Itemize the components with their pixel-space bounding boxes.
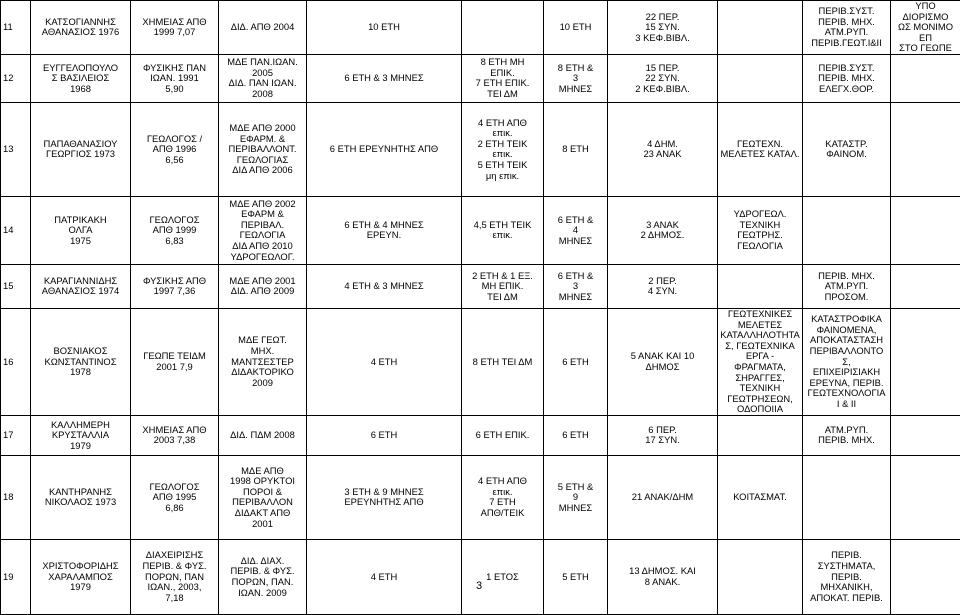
cell-name-year: ΚΑΤΣΟΓΙΑΝΝΗΣ ΑΘΑΝΑΣΙΟΣ 1976 — [31, 1, 131, 55]
cell-notes: ΥΠΟ ΔΙΟΡΙΣΜΟ ΩΣ ΜΟΝΙΜΟ ΕΠ ΣΤΟ ΓΕΩΠΕ — [891, 1, 960, 55]
cell-field-1: ΚΟΙΤΑΣΜΑΤ. — [718, 455, 803, 539]
cell-field-2: ΠΕΡΙΒ. ΜΗΧ. ΑΤΜ.ΡΥΠ. ΠΡΟΣΟΜ. — [803, 264, 891, 308]
cell-total-experience: 6 ΕΤΗ & 3 ΜΗΝΕΣ — [544, 264, 608, 308]
cell-publications: 3 ΑΝΑΚ 2 ΔΗΜΟΣ. — [608, 196, 718, 264]
cell-research-experience: 6 ΕΤΗ ΕΡΕΥΝΗΤΗΣ ΑΠΘ — [307, 102, 462, 196]
cell-total-experience: 6 ΕΤΗ — [544, 308, 608, 415]
cell-degree: ΓΕΩΛΟΓΟΣ ΑΠΘ 1999 6,83 — [131, 196, 219, 264]
table-row — [1, 308, 960, 415]
table-row — [1, 539, 960, 614]
cell-row-number: 18 — [1, 455, 31, 539]
cell-field-1 — [718, 1, 803, 55]
cell-degree: ΦΥΣΙΚΗΣ ΑΠΘ 1997 7,36 — [131, 264, 219, 308]
cell-degree: ΔΙΑΧΕΙΡΙΣΗΣ ΠΕΡΙΒ. & ΦΥΣ. ΠΟΡΩΝ, ΠΑΝ ΙΩΑΝ., 2003, 7,18 — [131, 539, 219, 614]
cell-publications: 22 ΠΕΡ. 15 ΣΥΝ. 3 ΚΕΦ.ΒΙΒΛ. — [608, 1, 718, 55]
cell-field-2: ΚΑΤΑΣΤΡΟΦΙΚΑ ΦΑΙΝΟΜΕΝΑ, ΑΠΟΚΑΤΑΣΤΑΣΗ ΠΕΡΙΒΑΛΛΟΝΤΟ Σ, ΕΠΙΧΕΙΡΙΣΙΑΚΗ ΕΡΕΥΝΑ, ΠΕΡΙΒ. ΓΕΩΤΕΧΝΟΛΟΓΙΑ Ι & ΙΙ — [803, 308, 891, 415]
cell-row-number: 11 — [1, 1, 31, 55]
cell-field-2: ΠΕΡΙΒ. ΣΥΣΤΗΜΑΤΑ, ΠΕΡΙΒ. ΜΗΧΑΝΙΚΗ, ΑΠΟΚΑΤ. ΠΕΡΙΒ. — [803, 539, 891, 614]
cell-row-number: 19 — [1, 539, 31, 614]
cell-field-1: ΓΕΩΤΕΧΝΙΚΕΣ ΜΕΛΕΤΕΣ ΚΑΤΑΛΛΗΛΟΤΗΤΑ Σ, ΓΕΩΤΕΧΝΙΚΑ ΕΡΓΑ - ΦΡΑΓΜΑΤΑ, ΣΗΡΑΓΓΕΣ, ΤΕΧΝΙΚΗ ΓΕΩΤΡΗΣΕΩΝ, ΟΔΟΠΟΙΙΑ — [718, 308, 803, 415]
cell-field-2 — [803, 196, 891, 264]
cell-publications: 4 ΔΗΜ. 23 ΑΝΑΚ — [608, 102, 718, 196]
cell-teaching-experience: 4 ΕΤΗ ΑΠΘ επικ. 7 ΕΤΗ ΑΠΘ/ΤΕΙΚ — [462, 455, 544, 539]
cell-notes — [891, 415, 960, 455]
cell-research-experience: 6 ΕΤΗ & 4 ΜΗΝΕΣ ΕΡΕΥΝ. — [307, 196, 462, 264]
cell-teaching-experience: 4 ΕΤΗ ΑΠΘ επικ. 2 ΕΤΗ ΤΕΙΚ επικ. 5 ΕΤΗ ΤΕΙΚ μη επικ. — [462, 102, 544, 196]
cell-total-experience: 8 ΕΤΗ & 3 ΜΗΝΕΣ — [544, 54, 608, 102]
cell-notes — [891, 102, 960, 196]
cell-field-2: ΑΤΜ.ΡΥΠ. ΠΕΡΙΒ. ΜΗΧ. — [803, 415, 891, 455]
cell-publications: 15 ΠΕΡ. 22 ΣΥΝ. 2 ΚΕΦ.ΒΙΒΛ. — [608, 54, 718, 102]
cell-research-experience: 4 ΕΤΗ & 3 ΜΗΝΕΣ — [307, 264, 462, 308]
table-row — [1, 455, 960, 539]
cell-total-experience: 6 ΕΤΗ — [544, 415, 608, 455]
cell-degree: ΓΕΩΛΟΓΟΣ / ΑΠΘ 1996 6,56 — [131, 102, 219, 196]
cell-total-experience: 10 ΕΤΗ — [544, 1, 608, 55]
cell-field-1 — [718, 264, 803, 308]
table-row — [1, 415, 960, 455]
cell-name-year: ΒΟΣΝΙΑΚΟΣ ΚΩΝΣΤΑΝΤΙΝΟΣ 1978 — [31, 308, 131, 415]
cell-notes — [891, 196, 960, 264]
cell-field-1: ΓΕΩΤΕΧΝ. ΜΕΛΕΤΕΣ ΚΑΤΑΛ. — [718, 102, 803, 196]
cell-degree: ΓΕΩΠΕ ΤΕΙΔΜ 2001 7,9 — [131, 308, 219, 415]
cell-degree: ΧΗΜΕΙΑΣ ΑΠΘ 1999 7,07 — [131, 1, 219, 55]
cell-postgraduate: ΔΙΔ. ΑΠΘ 2004 — [219, 1, 307, 55]
cell-research-experience: 4 ΕΤΗ — [307, 308, 462, 415]
cell-field-1: ΥΔΡΟΓΕΩΛ. ΤΕΧΝΙΚΗ ΓΕΩΤΡΗΣ. ΓΕΩΛΟΓΙΑ — [718, 196, 803, 264]
cell-row-number: 15 — [1, 264, 31, 308]
table-row — [1, 196, 960, 264]
cell-publications: 5 ΑΝΑΚ ΚΑΙ 10 ΔΗΜΟΣ — [608, 308, 718, 415]
cell-teaching-experience: 6 ΕΤΗ ΕΠΙΚ. — [462, 415, 544, 455]
table-row — [1, 102, 960, 196]
cell-postgraduate: ΜΔΕ ΑΠΘ 2002 ΕΦΑΡΜ & ΠΕΡΙΒΑΛ. ΓΕΩΛΟΓΙΑ ΔΙΔ ΑΠΘ 2010 ΥΔΡΟΓΕΩΛΟΓ. — [219, 196, 307, 264]
cell-total-experience: 6 ΕΤΗ & 4 ΜΗΝΕΣ — [544, 196, 608, 264]
cell-publications: 21 ΑΝΑΚ/ΔΗΜ — [608, 455, 718, 539]
cell-publications: 6 ΠΕΡ. 17 ΣΥΝ. — [608, 415, 718, 455]
table-row — [1, 54, 960, 102]
cell-publications: 13 ΔΗΜΟΣ. ΚΑΙ 8 ΑΝΑΚ. — [608, 539, 718, 614]
cell-total-experience: 5 ΕΤΗ & 9 ΜΗΝΕΣ — [544, 455, 608, 539]
cell-field-2 — [803, 455, 891, 539]
cell-name-year: ΠΑΤΡΙΚΑΚΗ ΟΛΓΑ 1975 — [31, 196, 131, 264]
cell-row-number: 13 — [1, 102, 31, 196]
cell-postgraduate: ΜΔΕ ΑΠΘ 1998 ΟΡΥΚΤΟΙ ΠΟΡΟΙ & ΠΕΡΙΒΑΛΛΟΝ ΔΙΔΑΚΤ ΑΠΘ 2001 — [219, 455, 307, 539]
cell-field-1 — [718, 415, 803, 455]
cell-teaching-experience: 8 ΕΤΗ ΜΗ ΕΠΙΚ. 7 ΕΤΗ ΕΠΙΚ. ΤΕΙ ΔΜ — [462, 54, 544, 102]
cell-name-year: ΚΑΡΑΓΙΑΝΝΙΔΗΣ ΑΘΑΝΑΣΙΟΣ 1974 — [31, 264, 131, 308]
cell-research-experience: 6 ΕΤΗ — [307, 415, 462, 455]
cell-name-year: ΚΑΛΛΗΜΕΡΗ ΚΡΥΣΤΑΛΛΙΑ 1979 — [31, 415, 131, 455]
cell-teaching-experience: 8 ΕΤΗ ΤΕΙ ΔΜ — [462, 308, 544, 415]
cell-notes — [891, 308, 960, 415]
cell-row-number: 17 — [1, 415, 31, 455]
cell-publications: 2 ΠΕΡ. 4 ΣΥΝ. — [608, 264, 718, 308]
cell-name-year: ΧΡΙΣΤΟΦΟΡΙΔΗΣ ΧΑΡΑΛΑΜΠΟΣ 1979 — [31, 539, 131, 614]
cell-notes — [891, 264, 960, 308]
table-row — [1, 1, 960, 55]
cell-row-number: 14 — [1, 196, 31, 264]
cell-degree: ΓΕΩΛΟΓΟΣ ΑΠΘ 1995 6,86 — [131, 455, 219, 539]
cell-row-number: 12 — [1, 54, 31, 102]
cell-teaching-experience: 1 ΕΤΟΣ — [462, 539, 544, 614]
cell-postgraduate: ΜΔΕ ΠΑΝ.ΙΩΑΝ. 2005 ΔΙΔ. ΠΑΝ ΙΩΑΝ. 2008 — [219, 54, 307, 102]
table-body — [1, 1, 960, 615]
page-number: 3 — [476, 580, 482, 592]
cell-teaching-experience: 4,5 ΕΤΗ ΤΕΙΚ επικ. — [462, 196, 544, 264]
cell-postgraduate: ΜΔΕ ΓΕΩΤ. ΜΗΧ. ΜΑΝΤΣΕΣΤΕΡ ΔΙΔΑΚΤΟΡΙΚΟ 2009 — [219, 308, 307, 415]
cell-research-experience: 6 ΕΤΗ & 3 ΜΗΝΕΣ — [307, 54, 462, 102]
cell-research-experience: 3 ΕΤΗ & 9 ΜΗΝΕΣ ΕΡΕΥΝΗΤΗΣ ΑΠΘ — [307, 455, 462, 539]
cell-teaching-experience: 2 ΕΤΗ & 1 ΕΞ. ΜΗ ΕΠΙΚ. ΤΕΙ ΔΜ — [462, 264, 544, 308]
cell-notes — [891, 54, 960, 102]
cell-postgraduate: ΔΙΔ. ΔΙΑΧ. ΠΕΡΙΒ. & ΦΥΣ. ΠΟΡΩΝ, ΠΑΝ. ΙΩΑΝ. 2009 — [219, 539, 307, 614]
cell-postgraduate: ΜΔΕ ΑΠΘ 2000 ΕΦΑΡΜ. & ΠΕΡΙΒΑΛΛΟΝΤ. ΓΕΩΛΟΓΙΑΣ ΔΙΔ ΑΠΘ 2006 — [219, 102, 307, 196]
cell-total-experience: 5 ΕΤΗ — [544, 539, 608, 614]
cell-field-1 — [718, 539, 803, 614]
cell-name-year: ΕΥΓΓΕΛΟΠΟΥΛΟ Σ ΒΑΣΙΛΕΙΟΣ 1968 — [31, 54, 131, 102]
cell-total-experience: 8 ΕΤΗ — [544, 102, 608, 196]
cell-field-2: ΠΕΡΙΒ.ΣΥΣΤ. ΠΕΡΙΒ. ΜΗΧ. ΕΛΕΓΧ.ΘΟΡ. — [803, 54, 891, 102]
cell-research-experience: 4 ΕΤΗ — [307, 539, 462, 614]
cell-postgraduate: ΜΔΕ ΑΠΘ 2001 ΔΙΔ. ΑΠΘ 2009 — [219, 264, 307, 308]
cell-field-2: ΠΕΡΙΒ.ΣΥΣΤ. ΠΕΡΙΒ. ΜΗΧ. ΑΤΜ.ΡΥΠ. ΠΕΡΙΒ.ΓΕΩΤ.Ι&ΙΙ — [803, 1, 891, 55]
cell-teaching-experience — [462, 1, 544, 55]
cell-field-1 — [718, 54, 803, 102]
cell-name-year: ΠΑΠΑΘΑΝΑΣΙΟΥ ΓΕΩΡΓΙΟΣ 1973 — [31, 102, 131, 196]
cell-degree: ΧΗΜΕΙΑΣ ΑΠΘ 2003 7,38 — [131, 415, 219, 455]
cell-row-number: 16 — [1, 308, 31, 415]
cell-postgraduate: ΔΙΔ. ΠΔΜ 2008 — [219, 415, 307, 455]
cell-notes — [891, 539, 960, 614]
cell-degree: ΦΥΣΙΚΗΣ ΠΑΝ ΙΩΑΝ. 1991 5,90 — [131, 54, 219, 102]
table-row — [1, 264, 960, 308]
cell-research-experience: 10 ΕΤΗ — [307, 1, 462, 55]
cell-notes — [891, 455, 960, 539]
cell-field-2: ΚΑΤΑΣΤΡ. ΦΑΙΝΟΜ. — [803, 102, 891, 196]
cell-name-year: ΚΑΝΤΗΡΑΝΗΣ ΝΙΚΟΛΑΟΣ 1973 — [31, 455, 131, 539]
